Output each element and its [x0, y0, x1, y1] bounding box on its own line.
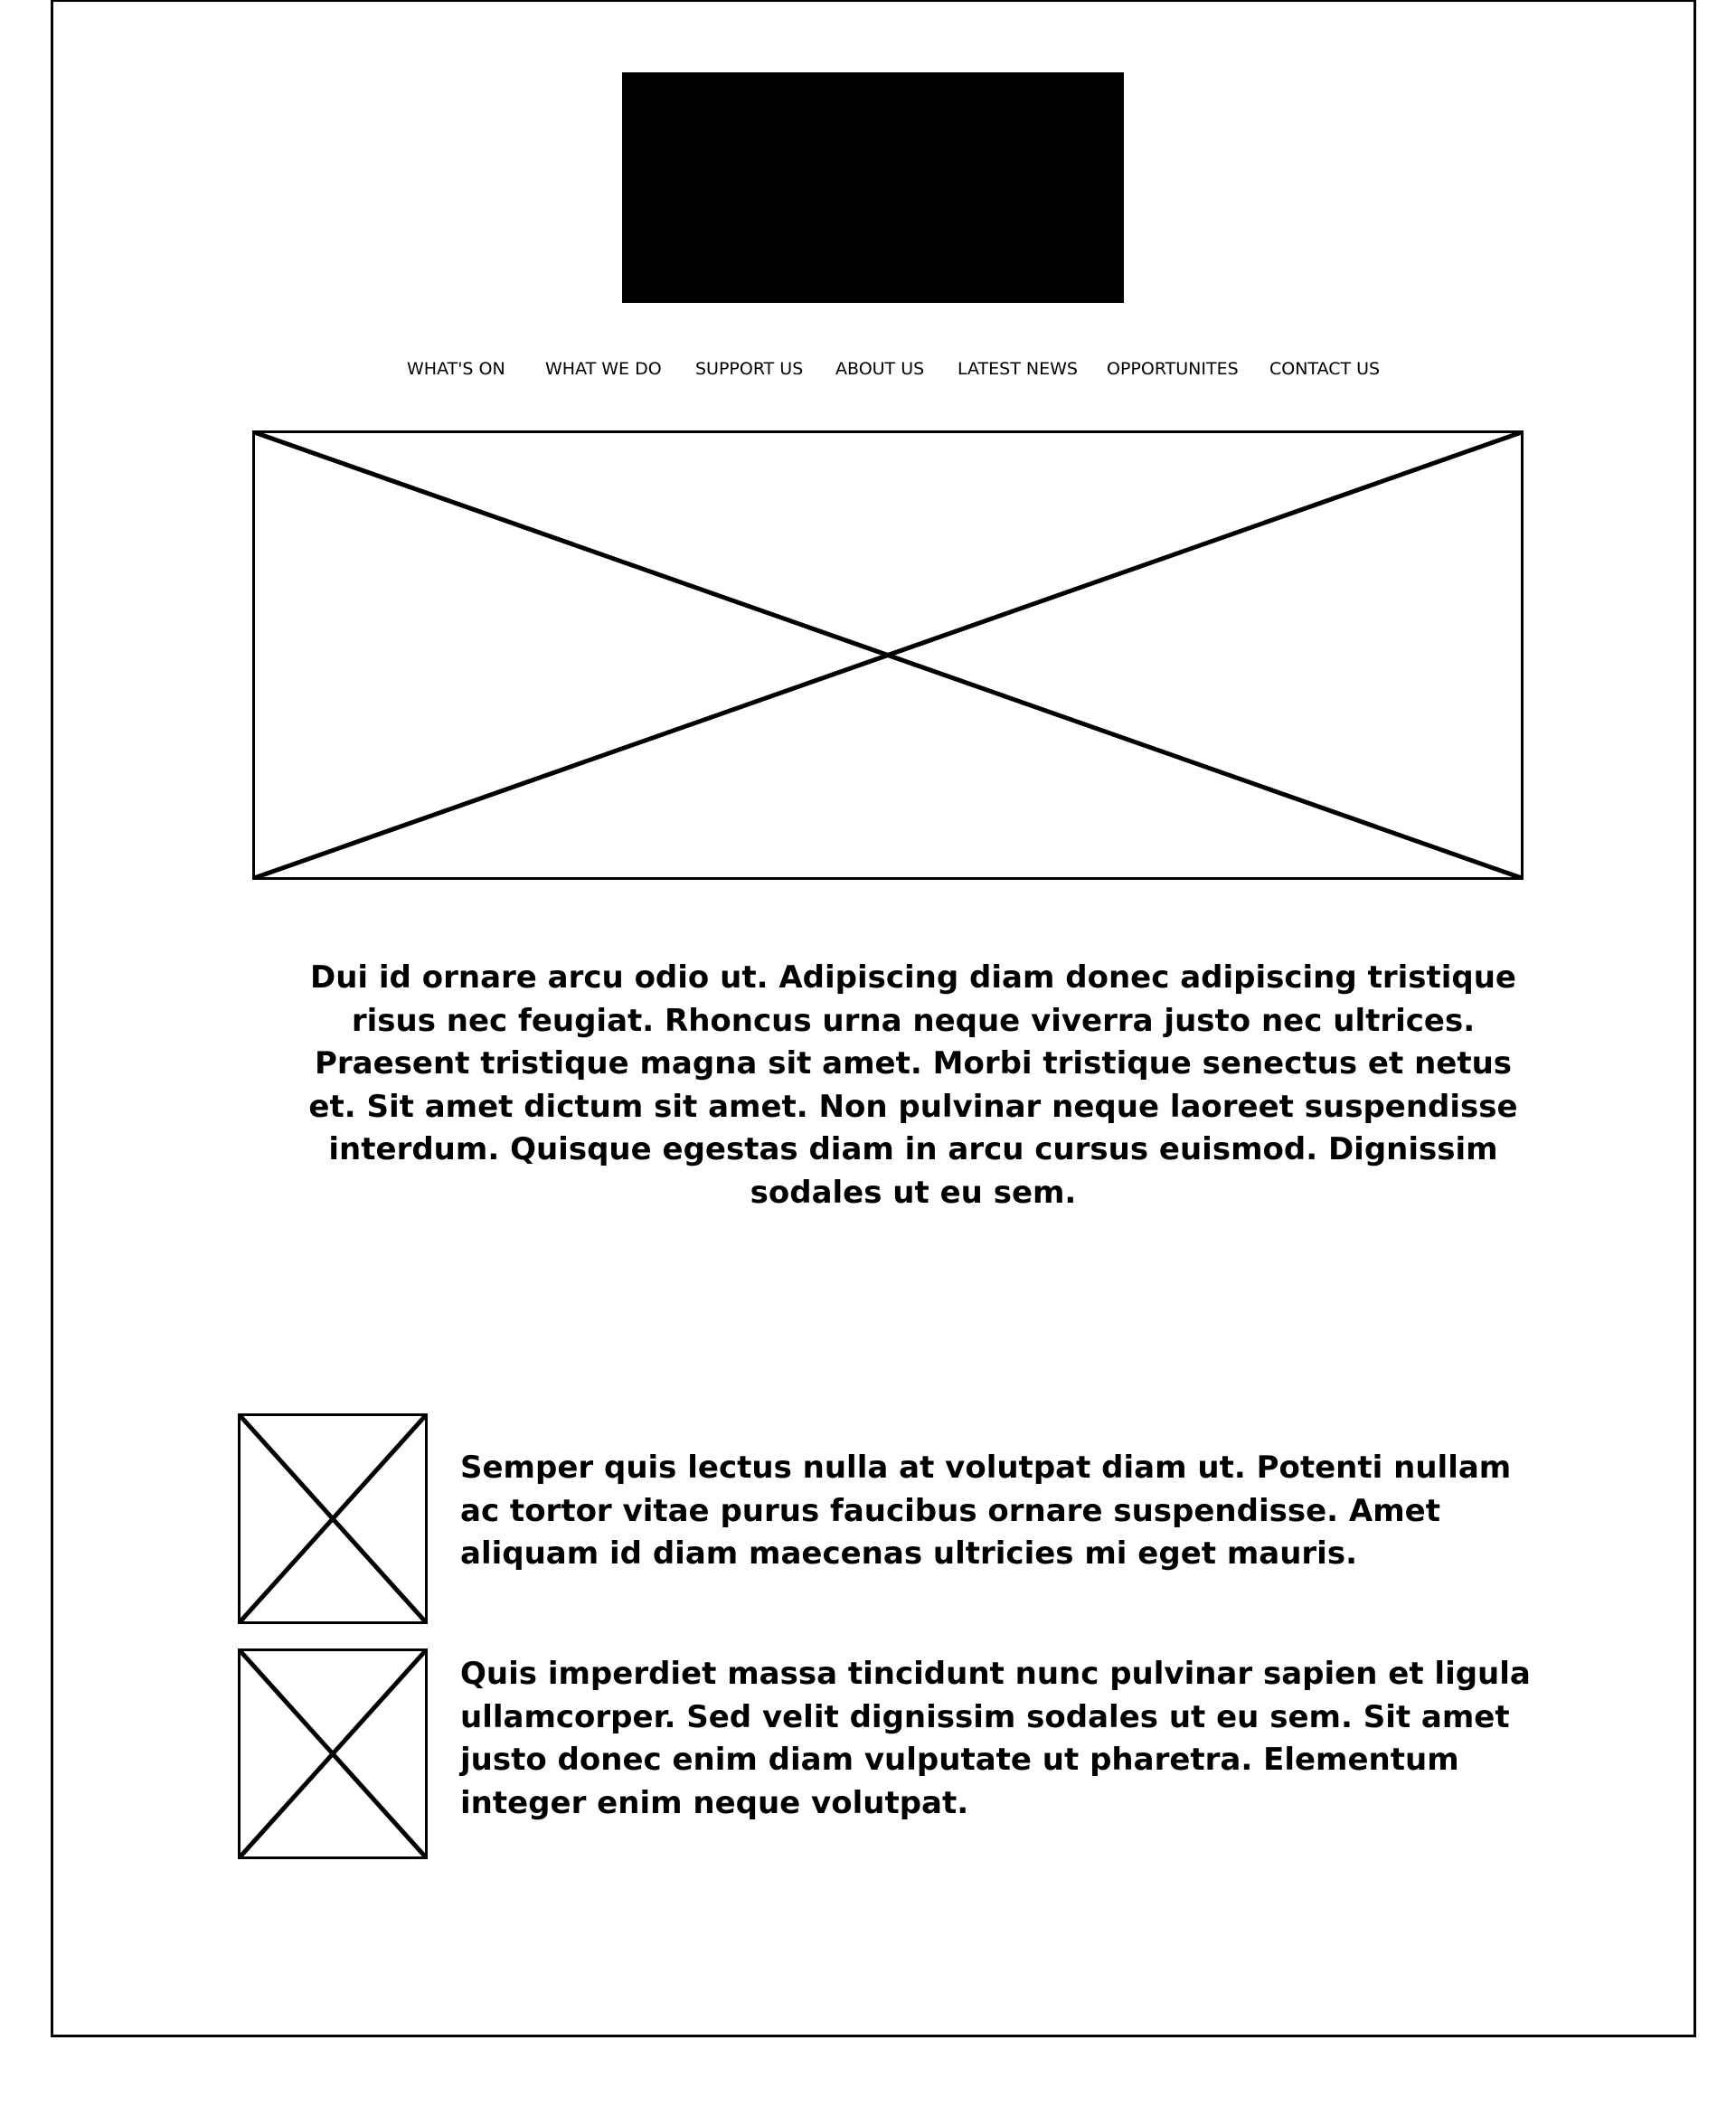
- image-placeholder-icon: [238, 1413, 428, 1624]
- feature-text: Semper quis lectus nulla at volutpat diam ut. Potenti nullam ac tortor vitae purus faucibus ornare suspendisse. Amet aliquam id diam maecenas ultricies mi eget mauris.: [460, 1450, 1512, 1572]
- nav-item-latest-news[interactable]: LATEST NEWS: [958, 359, 1078, 379]
- main-nav: [0, 355, 1736, 383]
- feature-image-placeholder: [238, 1648, 428, 1859]
- feature-image-placeholder: [238, 1413, 428, 1624]
- nav-item-whats-on[interactable]: WHAT'S ON: [407, 359, 505, 379]
- image-placeholder-icon: [238, 1648, 428, 1859]
- image-placeholder-icon: [252, 430, 1524, 880]
- feature-text: Quis imperdiet massa tincidunt nunc pulvinar sapien et ligula ullamcorper. Sed velit dignissim sodales ut eu sem. Sit amet justo donec enim diam vulputate ut pharetra. Elementum integer enim neque volutpat.: [460, 1656, 1531, 1821]
- nav-item-contact-us[interactable]: CONTACT US: [1269, 359, 1381, 379]
- nav-item-opportunites[interactable]: OPPORTUNITES: [1107, 359, 1239, 379]
- nav-item-what-we-do[interactable]: WHAT WE DO: [545, 359, 662, 379]
- intro-paragraph: Dui id ornare arcu odio ut. Adipiscing diam donec adipiscing tristique risus nec feugiat. Rhoncus urna neque viverra justo nec ultrices. Praesent tristique magna sit amet. Morbi tristique senectus et netus et. Sit amet dictum sit amet. Non pulvinar neque laoreet suspendisse interdum. Quisque egestas diam in arcu cursus euismod. Dignissim sodales ut eu sem.: [308, 959, 1518, 1211]
- hero-image-placeholder: [252, 430, 1524, 880]
- nav-item-support-us[interactable]: SUPPORT US: [695, 359, 804, 379]
- site-logo[interactable]: [622, 72, 1124, 303]
- nav-item-about-us[interactable]: ABOUT US: [835, 359, 925, 379]
